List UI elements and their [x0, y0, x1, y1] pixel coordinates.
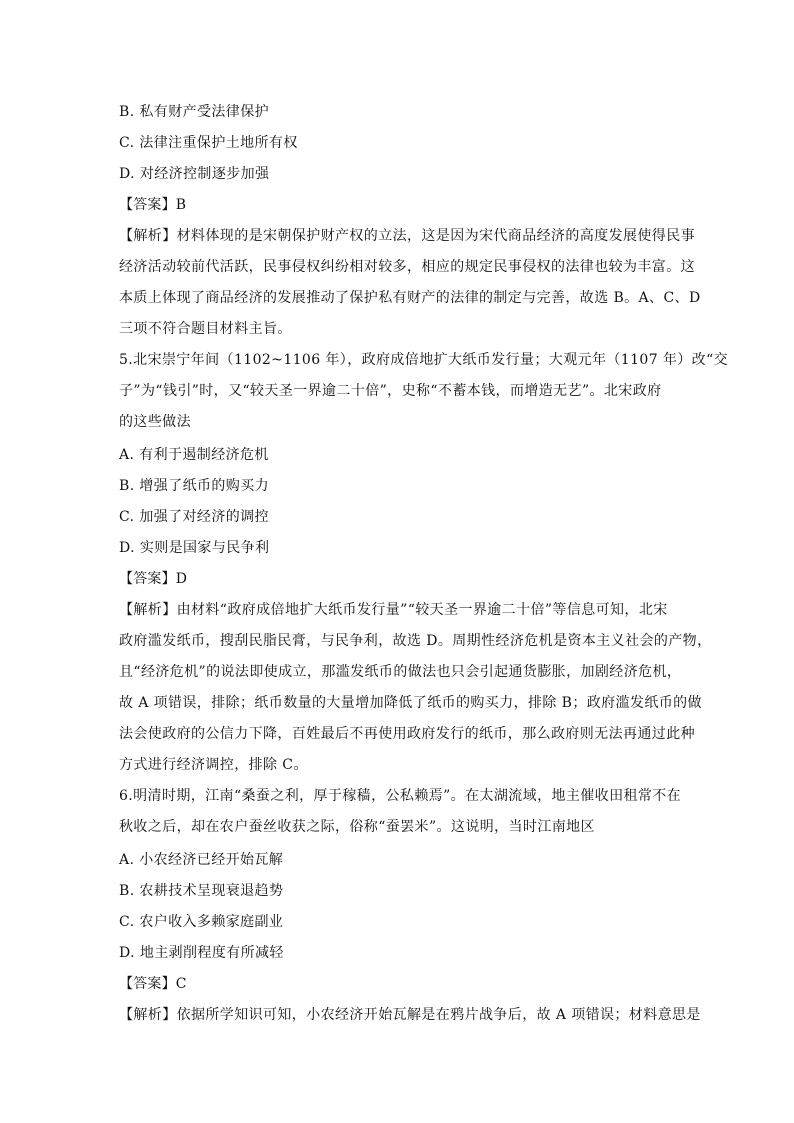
q5-analysis-line-5: 法会使政府的公信力下降，百姓最后不再使用政府发行的纸币，那么政府则无法再通过此种: [119, 726, 695, 742]
q4-analysis-line-3: 本质上体现了商品经济的发展推动了保护私有财产的法律的制定与完善，故选 B。A、C、D: [119, 290, 701, 306]
q6-option-d: D. 地主剥削程度有所减轻: [119, 945, 284, 961]
q6-stem-line-1: 6.明清时期，江南“桑蚕之利，厚于稼穑，公私赖焉”。在太湖流域，地主催收田租常不在: [119, 788, 682, 804]
q5-analysis-line-3: 且“经济危机”的说法即使成立，那滥发纸币的做法也只会引起通货膨胀，加剧经济危机，: [119, 664, 682, 680]
q5-analysis-line-2: 政府滥发纸币，搜刮民脂民膏，与民争利，故选 D。周期性经济危机是资本主义社会的产物，: [119, 633, 712, 649]
q6-option-b: B. 农耕技术呈现衰退趋势: [119, 883, 284, 899]
q5-option-b: B. 增强了纸币的购买力: [119, 478, 269, 494]
q4-option-b: B. 私有财产受法律保护: [119, 104, 269, 120]
q6-stem-line-2: 秋收之后，却在农户蚕丝收获之际，俗称“蚕罢米”。这说明，当时江南地区: [119, 819, 595, 835]
q5-stem-line-1: 5.北宋崇宁年间（1102~1106 年），政府成倍地扩大纸币发行量；大观元年（1107 年）改“交: [119, 352, 729, 368]
q4-answer: 【答案】B: [119, 197, 187, 213]
q6-option-a: A. 小农经济已经开始瓦解: [119, 852, 284, 868]
q4-analysis-line-2: 经济活动较前代活跃，民事侵权纠纷相对较多，相应的规定民事侵权的法律也较为丰富。这: [119, 259, 695, 275]
q4-option-c: C. 法律注重保护土地所有权: [119, 135, 298, 151]
q5-analysis-line-1: 【解析】由材料“政府成倍地扩大纸币发行量”“较天圣一界逾二十倍”等信息可知，北宋: [119, 602, 668, 618]
q6-answer: 【答案】C: [119, 976, 187, 992]
q5-analysis-line-4: 故 A 项错误，排除；纸币数量的大量增加降低了纸币的购买力，排除 B；政府滥发纸币的做: [119, 695, 702, 711]
q5-analysis-line-6: 方式进行经济调控，排除 C。: [119, 757, 308, 773]
q4-analysis-line-4: 三项不符合题目材料主旨。: [119, 321, 292, 337]
q5-stem-line-3: 的这些做法: [119, 414, 191, 430]
q5-option-c: C. 加强了对经济的调控: [119, 509, 269, 525]
q4-analysis-line-1: 【解析】材料体现的是宋朝保护财产权的立法，这是因为宋代商品经济的高度发展使得民事: [119, 228, 695, 244]
q6-analysis-line-1: 【解析】依据所学知识可知，小农经济开始瓦解是在鸦片战争后，故 A 项错误；材料意思是: [119, 1007, 701, 1023]
q4-option-d: D. 对经济控制逐步加强: [119, 166, 270, 182]
q5-option-d: D. 实则是国家与民争利: [119, 540, 270, 556]
q5-option-a: A. 有利于遏制经济危机: [119, 447, 269, 463]
q6-option-c: C. 农户收入多赖家庭副业: [119, 914, 284, 930]
q5-stem-line-2: 子”为“钱引”时，又“较天圣一界逾二十倍”，史称“不蓄本钱，而增造无艺”。北宋政府: [119, 383, 662, 399]
q5-answer: 【答案】D: [119, 571, 188, 587]
